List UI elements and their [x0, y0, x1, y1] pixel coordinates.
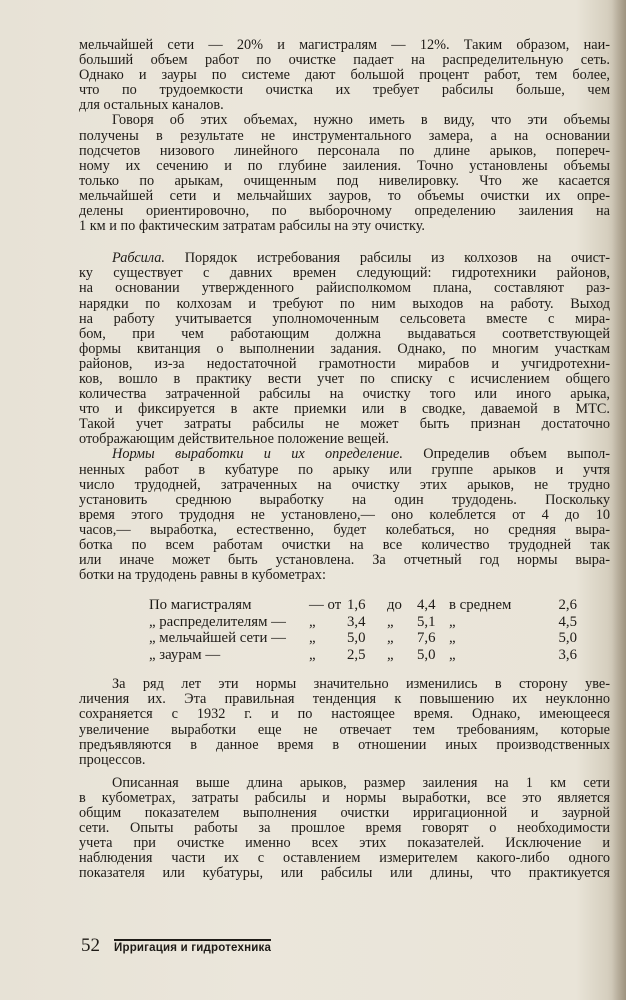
paragraph-1: [79, 38, 610, 113]
table-cell-max: 7,6: [417, 630, 436, 647]
text-line: бом, при чем работающим должна выдаваться соответствующей: [79, 326, 610, 342]
text-line: учета при очистке именно всех этих показателей. Исключение и: [79, 836, 610, 852]
text-line: увеличение выработки еще не отвечает тем требованиям, которые: [79, 722, 610, 738]
text-line: ботки на трудодень равны в кубометрах:: [79, 568, 326, 584]
text-line: личения их. Эта правильная тенденция к повышению их неуклонно: [79, 692, 610, 708]
text-line: ботка по всем работам очистки на все количество трудодней так: [79, 538, 610, 553]
text-line: подсчетов низового линейного персонала по длине арыков, попереч-: [79, 143, 610, 159]
text-line: часов,— выработка, естественно, будет колебаться, но средняя выра-: [79, 522, 610, 538]
table-cell-avg: 4,5: [558, 613, 577, 630]
text-line: Описанная выше длина арыков, размер заиления на 1 км сети: [112, 775, 610, 791]
table-cell-avg-label: в среднем: [449, 597, 512, 614]
page-footer: [81, 935, 271, 957]
text-line: получены в результате не инструментального замера, а на основании: [79, 128, 610, 144]
table-cell-min: 2,5: [347, 646, 366, 663]
table-cell-to: „: [387, 630, 394, 647]
text-line: или иначе может быть установлена. За отчетный год нормы выра-: [79, 553, 610, 569]
table-row: [149, 647, 577, 664]
text-line: Однако и зауры по системе дают большой процент работ, тем более,: [79, 68, 610, 84]
text-line: на основании утвержденного райисполкомом плана, составляют раз-: [79, 281, 610, 297]
table-cell-avg: 5,0: [558, 630, 577, 647]
paragraph-gap: [79, 768, 610, 776]
text-line: наблюдения части их с оставлением измерителем какого-либо одного: [79, 851, 610, 867]
table-cell-name: „ мельчайшей сети —: [149, 630, 286, 647]
text-line: для остальных каналов.: [79, 98, 224, 114]
table-cell-name: „ распределителям —: [149, 613, 286, 630]
text-line: районов, из-за недостаточной грамотности мирабов и учгидротехни-: [79, 356, 610, 372]
table-cell-to: „: [387, 646, 394, 663]
table-cell-min: 5,0: [347, 630, 366, 647]
text-line: ку существует с давних времен следующий: гидротехники районов,: [79, 266, 610, 282]
text-line: что по трудоемкости очистка их требует рабсилы больше, чем: [79, 83, 610, 99]
text-line: отображающим действительное положение вещей.: [79, 432, 389, 448]
paragraph-6: [79, 776, 610, 882]
table-cell-to: „: [387, 613, 394, 630]
text-line: Говоря об этих объемах, нужно иметь в виду, что эти объемы: [112, 113, 610, 129]
text-line: ков, вошло в практику вести учет по списку с исчислением общего: [79, 371, 610, 387]
text-line: сохраняется с 1932 г. и по настоящее время. Однако, имеющееся: [79, 707, 610, 723]
text-line: формы квитанция о выполнении задания. Однако, по многим участкам: [79, 341, 610, 357]
section-lead-rabsila: Рабсила.: [112, 251, 165, 267]
norms-table: [149, 597, 577, 663]
text-fragment: Порядок истребования рабсилы из колхозов на очист-: [184, 251, 610, 267]
table-cell-to: до: [387, 597, 402, 614]
table-row: [149, 614, 577, 631]
table-cell-from: „: [309, 613, 316, 630]
table-cell-avg-label: „: [449, 630, 456, 647]
text-line: Такой учет затраты рабсилы не может быть признан достаточно: [79, 417, 610, 433]
text-line: предъявляются в данное время в отношении иных производственных: [79, 737, 610, 753]
paragraph-3: [79, 251, 610, 447]
table-cell-avg: 2,6: [558, 597, 577, 614]
paragraph-4: [79, 447, 610, 583]
page-spine-shadow: [612, 0, 626, 1000]
table-cell-min: 3,4: [347, 613, 366, 630]
text-line: что и фиксируется в акте приемки или в сводке, даваемой в МТС.: [79, 402, 610, 418]
text-line: [79, 447, 610, 462]
text-fragment: Определив объем выпол-: [423, 447, 610, 463]
text-line: [79, 251, 610, 266]
table-cell-max: 4,4: [417, 597, 436, 614]
text-line: За ряд лет эти нормы значительно изменились в сторону уве-: [112, 677, 610, 693]
section-gap: [79, 234, 610, 251]
text-line: общим показателем выполнения очистки ирригационной и заурной: [79, 806, 610, 822]
text-line: в кубометрах, затраты рабсилы и нормы выработки, все это является: [79, 790, 610, 806]
text-line: ненных работ в кубатуре по арыку или группе арыков и учтя: [79, 462, 610, 478]
text-line: на работу учитывается уполномоченным сельсовета вместе с мира-: [79, 311, 610, 327]
table-cell-max: 5,1: [417, 613, 436, 630]
text-line: процессов.: [79, 752, 146, 768]
text-line: нарядки по колхозам и требуют по ним выходов на работу. Выход: [79, 296, 610, 312]
table-cell-avg: 3,6: [558, 646, 577, 663]
page-number: 52: [81, 935, 100, 956]
running-head: Ирригация и гидротехника: [114, 939, 271, 954]
table-cell-avg-label: „: [449, 646, 456, 663]
section-lead-norms: Нормы выработки и их определение.: [112, 447, 403, 463]
paragraph-5: [79, 677, 610, 768]
table-cell-name: „ заурам —: [149, 646, 221, 663]
text-line: показателя или кубатуры, или рабсилы или длины, что практикуется: [79, 866, 610, 882]
table-cell-from: „: [309, 646, 316, 663]
table-row: [149, 630, 577, 647]
text-line: число трудодней, затраченных на очистку этих арыков, не трудно: [79, 477, 610, 493]
text-line: ному их сечению и по глубине заиления. Точно установлены объемы: [79, 158, 610, 174]
table-cell-avg-label: „: [449, 613, 456, 630]
paragraph-2: [79, 113, 610, 234]
text-line: 1 км и по фактическим затратам рабсилы на эту очистку.: [79, 219, 425, 235]
text-line: больший объем работ по очистке падает на распределительную сеть.: [79, 53, 610, 69]
body-text: [79, 38, 610, 882]
table-row: [149, 597, 577, 614]
text-line: установить среднюю выработку на один трудодень. Поскольку: [79, 492, 610, 508]
table-cell-name: По магистралям: [149, 597, 252, 614]
text-line: количества затраченной рабсилы на очистку того или иного арыка,: [79, 387, 610, 403]
text-line: делены ориентировочно, по выборочному определению заиления на: [79, 204, 610, 220]
table-cell-max: 5,0: [417, 646, 436, 663]
table-cell-min: 1,6: [347, 597, 366, 614]
text-line: мельчайшей сети — 20% и магистралям — 12%. Таким образом, наи-: [79, 38, 610, 53]
text-line: время этого трудодня не установлено,— оно колеблется от 4 до 10: [79, 507, 610, 523]
text-line: только по арыкам, очищенным под нивелировку. Что же касается: [79, 173, 610, 189]
table-cell-from: — от: [309, 597, 342, 614]
table-cell-from: „: [309, 630, 316, 647]
text-line: мельчайшей сети и мельчайших зауров, то объемы очистки их опре-: [79, 188, 610, 204]
text-line: сети. Опыты работы за прошлое время говорят о необходимости: [79, 821, 610, 837]
